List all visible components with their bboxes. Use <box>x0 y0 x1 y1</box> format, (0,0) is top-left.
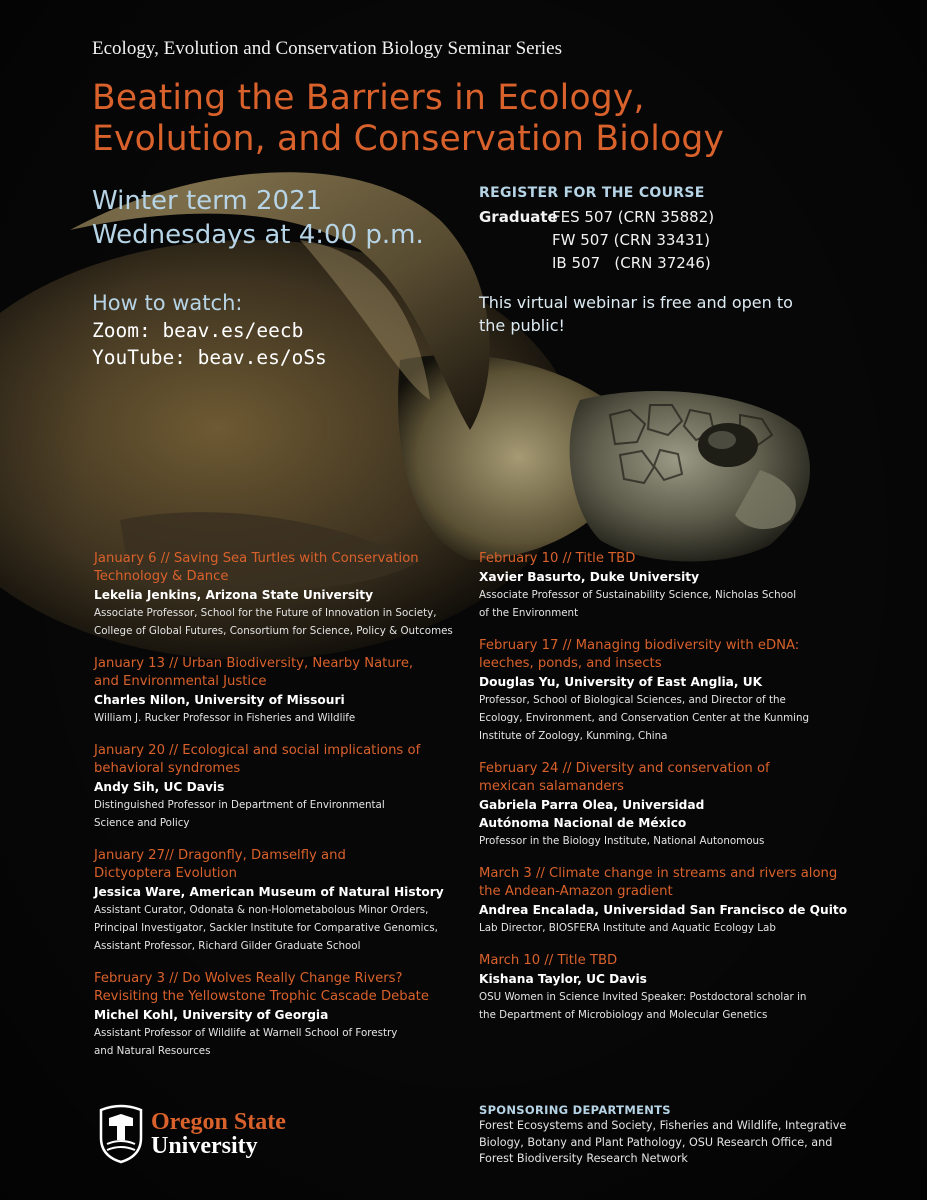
event-description: Lab Director, BIOSFERA Institute and Aquatic Ecology Lab <box>479 922 776 934</box>
event-title: March 3 // Climate change in streams and rivers along the Andean-Amazon gradient <box>479 866 838 899</box>
event-item <box>479 865 859 937</box>
free-webinar-note: This virtual webinar is free and open to the public! <box>479 293 793 335</box>
course-row <box>479 229 714 252</box>
osu-wordmark <box>151 1110 286 1158</box>
graduate-label: Graduate <box>479 208 558 226</box>
osu-seal-icon <box>97 1104 145 1164</box>
event-speaker: Xavier Basurto, Duke University <box>479 570 700 584</box>
event-item <box>479 550 859 622</box>
osu-line-2: University <box>151 1133 258 1159</box>
event-description: OSU Women in Science Invited Speaker: Postdoctoral scholar in the Department of Microbiology and Molecular Genetics <box>479 991 807 1021</box>
event-title: January 6 // Saving Sea Turtles with Conservation Technology & Dance <box>94 551 419 584</box>
series-title: Ecology, Evolution and Conservation Biology Seminar Series <box>92 38 563 59</box>
event-item <box>94 550 474 640</box>
zoom-link[interactable]: Zoom: beav.es/eecb <box>92 319 304 342</box>
event-speaker: Lekelia Jenkins, Arizona State University <box>94 588 374 602</box>
event-item <box>94 742 474 832</box>
event-speaker: Andrea Encalada, Universidad San Francisco de Quito <box>479 903 848 917</box>
page-title <box>92 78 892 160</box>
osu-line-1: Oregon State <box>151 1109 286 1135</box>
event-item <box>479 952 859 1024</box>
sponsoring-text: Forest Ecosystems and Society, Fisheries and Wildlife, Integrative Biology, Botany and Plant Pathology, OSU Research Office, and Forest Biodiversity Research Network <box>479 1119 847 1165</box>
event-description: Distinguished Professor in Department of Environmental Science and Policy <box>94 799 385 829</box>
term-line-1: Winter term 2021 <box>92 186 323 216</box>
course-code: IB 507 (CRN 37246) <box>552 254 711 272</box>
title-line-1: Beating the Barriers in Ecology, <box>92 78 645 118</box>
event-item <box>94 970 474 1060</box>
event-speaker: Charles Nilon, University of Missouri <box>94 693 345 707</box>
sponsoring-departments <box>479 1103 859 1168</box>
event-description: Assistant Professor of Wildlife at Warnell School of Forestry and Natural Resources <box>94 1027 398 1057</box>
event-description: Associate Professor, School for the Future of Innovation in Society, College of Global Futures, Consortium for Science, Policy & Outcomes <box>94 607 453 637</box>
event-title: March 10 // Title TBD <box>479 953 618 968</box>
event-item <box>94 847 474 955</box>
event-title: February 3 // Do Wolves Really Change Rivers? Revisiting the Yellowstone Trophic Cascade Debate <box>94 971 429 1004</box>
event-description: Professor in the Biology Institute, National Autonomous <box>479 835 765 847</box>
youtube-link[interactable]: YouTube: beav.es/oSs <box>92 346 327 369</box>
event-title: January 20 // Ecological and social implications of behavioral syndromes <box>94 743 421 776</box>
event-description: Associate Professor of Sustainability Science, Nicholas School of the Environment <box>479 589 797 619</box>
event-item <box>479 637 859 745</box>
event-title: February 17 // Managing biodiversity with eDNA: leeches, ponds, and insects <box>479 638 800 671</box>
sponsoring-heading: SPONSORING DEPARTMENTS <box>479 1103 671 1117</box>
title-line-2: Evolution, and Conservation Biology <box>92 119 725 159</box>
term-line-2: Wednesdays at 4:00 p.m. <box>92 220 424 250</box>
left-schedule <box>94 550 474 1075</box>
course-code: FW 507 (CRN 33431) <box>552 231 710 249</box>
event-description: Professor, School of Biological Sciences, and Director of the Ecology, Environment, and Conservation Center at the Kunming Institute of Zoology, Kunming, China <box>479 694 810 742</box>
event-item <box>479 760 859 850</box>
event-speaker: Gabriela Parra Olea, Universidad Autónoma Nacional de México <box>479 798 705 830</box>
how-to-watch <box>92 290 327 371</box>
event-speaker: Kishana Taylor, UC Davis <box>479 972 647 986</box>
event-speaker: Douglas Yu, University of East Anglia, UK <box>479 675 763 689</box>
event-speaker: Jessica Ware, American Museum of Natural History <box>94 885 444 899</box>
event-description: William J. Rucker Professor in Fisheries and Wildlife <box>94 712 356 724</box>
osu-logo[interactable] <box>97 1104 286 1164</box>
course-code: FES 507 (CRN 35882) <box>552 208 715 226</box>
event-title: February 10 // Title TBD <box>479 551 636 566</box>
register-heading: REGISTER FOR THE COURSE <box>479 185 705 201</box>
event-speaker: Michel Kohl, University of Georgia <box>94 1008 329 1022</box>
course-row <box>479 252 714 275</box>
event-title: January 13 // Urban Biodiversity, Nearby Nature, and Environmental Justice <box>94 656 414 689</box>
course-row <box>479 206 714 229</box>
term-info <box>92 184 424 252</box>
event-title: January 27// Dragonfly, Damselfly and Dictyoptera Evolution <box>94 848 346 881</box>
watch-heading: How to watch: <box>92 291 243 315</box>
event-title: February 24 // Diversity and conservation of mexican salamanders <box>479 761 770 794</box>
event-description: Assistant Curator, Odonata & non-Holometabolous Minor Orders, Principal Investigator, Sackler Institute for Comparative Genomics, Assistant Professor, Richard Gilder Graduate School <box>94 904 438 952</box>
right-schedule <box>479 550 859 1039</box>
register-section <box>479 185 714 275</box>
event-speaker: Andy Sih, UC Davis <box>94 780 225 794</box>
event-item <box>94 655 474 727</box>
